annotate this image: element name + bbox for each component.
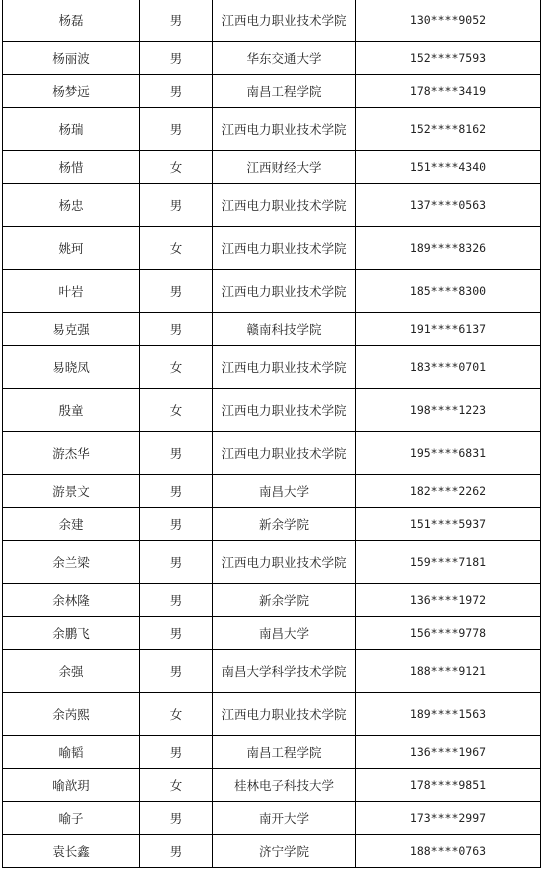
phone-cell: 189****8326 [356,227,541,270]
table-row [3,835,541,868]
table-row [3,108,541,151]
phone-cell: 182****2262 [356,475,541,508]
name-cell: 殷童 [3,389,140,432]
gender-cell: 女 [140,346,213,389]
name-cell: 杨惜 [3,151,140,184]
school-cell: 江西电力职业技术学院 [213,346,356,389]
name-cell: 余兰梁 [3,541,140,584]
gender-cell: 男 [140,617,213,650]
name-cell: 杨磊 [3,0,140,42]
phone-cell: 189****1563 [356,693,541,736]
name-cell: 杨忠 [3,184,140,227]
gender-cell: 男 [140,42,213,75]
phone-cell: 130****9052 [356,0,541,42]
name-cell: 喻韬 [3,736,140,769]
school-cell: 赣南科技学院 [213,313,356,346]
name-cell: 游景文 [3,475,140,508]
phone-cell: 136****1972 [356,584,541,617]
school-cell: 新余学院 [213,508,356,541]
name-cell: 余林隆 [3,584,140,617]
gender-cell: 男 [140,0,213,42]
table-row [3,541,541,584]
name-cell: 易晓凤 [3,346,140,389]
phone-cell: 178****3419 [356,75,541,108]
table-row [3,313,541,346]
gender-cell: 男 [140,508,213,541]
phone-cell: 185****8300 [356,270,541,313]
school-cell: 江西财经大学 [213,151,356,184]
gender-cell: 男 [140,835,213,868]
phone-cell: 152****7593 [356,42,541,75]
phone-cell: 198****1223 [356,389,541,432]
phone-cell: 136****1967 [356,736,541,769]
school-cell: 江西电力职业技术学院 [213,184,356,227]
table-row [3,650,541,693]
school-cell: 南昌大学科学技术学院 [213,650,356,693]
gender-cell: 男 [140,584,213,617]
name-cell: 叶岩 [3,270,140,313]
table-row [3,151,541,184]
table-row [3,508,541,541]
school-cell: 江西电力职业技术学院 [213,0,356,42]
phone-cell: 156****9778 [356,617,541,650]
name-cell: 易克强 [3,313,140,346]
school-cell: 江西电力职业技术学院 [213,108,356,151]
school-cell: 济宁学院 [213,835,356,868]
table-row [3,769,541,802]
phone-cell: 178****9851 [356,769,541,802]
gender-cell: 男 [140,313,213,346]
student-table [2,0,541,868]
gender-cell: 男 [140,184,213,227]
table-row [3,617,541,650]
gender-cell: 男 [140,108,213,151]
gender-cell: 男 [140,541,213,584]
table-row [3,0,541,42]
school-cell: 桂林电子科技大学 [213,769,356,802]
name-cell: 喻歆玥 [3,769,140,802]
table-row [3,432,541,475]
gender-cell: 女 [140,389,213,432]
name-cell: 游杰华 [3,432,140,475]
phone-cell: 152****8162 [356,108,541,151]
school-cell: 南昌大学 [213,475,356,508]
table-row [3,693,541,736]
gender-cell: 女 [140,151,213,184]
table-row [3,475,541,508]
table-row [3,227,541,270]
school-cell: 江西电力职业技术学院 [213,270,356,313]
gender-cell: 男 [140,650,213,693]
name-cell: 杨瑞 [3,108,140,151]
name-cell: 杨丽波 [3,42,140,75]
phone-cell: 188****0763 [356,835,541,868]
school-cell: 新余学院 [213,584,356,617]
gender-cell: 女 [140,769,213,802]
table-row [3,42,541,75]
name-cell: 余强 [3,650,140,693]
name-cell: 余建 [3,508,140,541]
gender-cell: 男 [140,75,213,108]
name-cell: 杨梦远 [3,75,140,108]
table-row [3,389,541,432]
gender-cell: 男 [140,802,213,835]
phone-cell: 183****0701 [356,346,541,389]
table-row [3,270,541,313]
table-row [3,802,541,835]
school-cell: 南开大学 [213,802,356,835]
phone-cell: 137****0563 [356,184,541,227]
phone-cell: 173****2997 [356,802,541,835]
phone-cell: 188****9121 [356,650,541,693]
phone-cell: 151****4340 [356,151,541,184]
table-row [3,584,541,617]
gender-cell: 女 [140,693,213,736]
school-cell: 江西电力职业技术学院 [213,541,356,584]
gender-cell: 男 [140,475,213,508]
school-cell: 江西电力职业技术学院 [213,693,356,736]
name-cell: 袁长鑫 [3,835,140,868]
table-row [3,346,541,389]
phone-cell: 195****6831 [356,432,541,475]
name-cell: 余芮熙 [3,693,140,736]
gender-cell: 男 [140,432,213,475]
name-cell: 姚珂 [3,227,140,270]
school-cell: 南昌工程学院 [213,736,356,769]
table-row [3,75,541,108]
phone-cell: 151****5937 [356,508,541,541]
phone-cell: 191****6137 [356,313,541,346]
phone-cell: 159****7181 [356,541,541,584]
school-cell: 江西电力职业技术学院 [213,432,356,475]
student-table-body [3,0,541,868]
table-row [3,736,541,769]
gender-cell: 男 [140,736,213,769]
name-cell: 喻子 [3,802,140,835]
table-row [3,184,541,227]
school-cell: 南昌大学 [213,617,356,650]
gender-cell: 男 [140,270,213,313]
school-cell: 南昌工程学院 [213,75,356,108]
name-cell: 余鹏飞 [3,617,140,650]
school-cell: 江西电力职业技术学院 [213,227,356,270]
gender-cell: 女 [140,227,213,270]
school-cell: 江西电力职业技术学院 [213,389,356,432]
school-cell: 华东交通大学 [213,42,356,75]
